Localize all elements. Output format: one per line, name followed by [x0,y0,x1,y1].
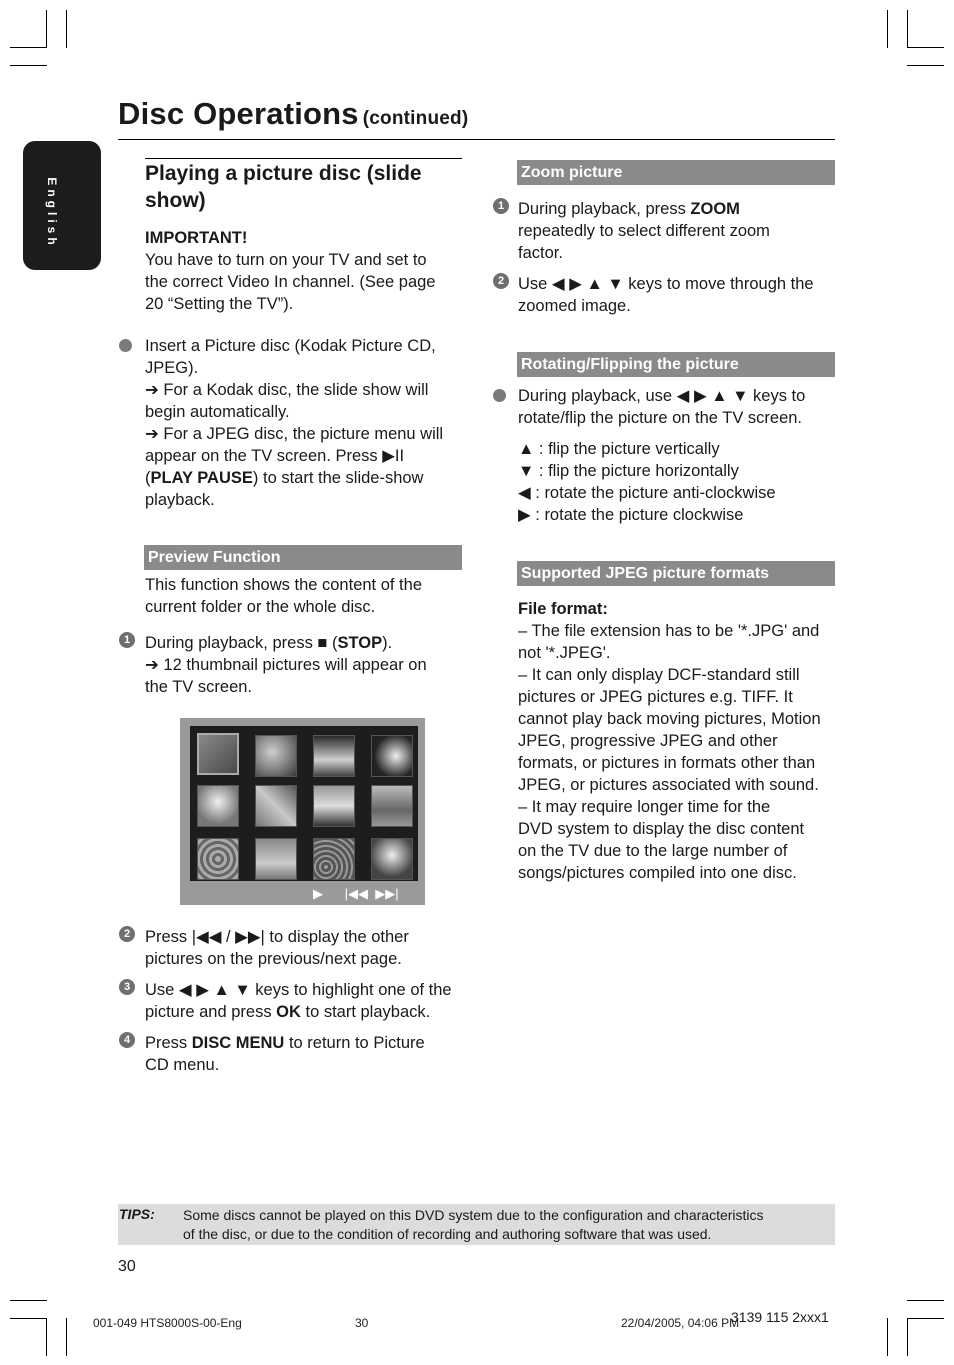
crop-mark [907,1300,944,1301]
title-rule [118,139,835,140]
thumbnail [255,838,297,880]
text-line [145,1001,465,1023]
preview-description [145,574,465,618]
text-fragment: Press [145,1034,192,1052]
text-line: cannot play back moving pictures, Motion [518,710,821,728]
heading-rule [145,158,462,159]
step-number: 2 [493,273,509,289]
crop-mark [907,65,944,66]
text-line: not '*.JPEG'. [518,644,611,662]
text-line: This function shows the content of the [145,576,422,594]
crop-mark [907,10,908,48]
title-continued: (continued) [362,108,469,129]
key-name: DISC MENU [191,1034,285,1052]
text-fragment: to return to Picture [284,1034,425,1052]
thumbnail [197,838,239,880]
text-line: ➔ For a Kodak disc, the slide show will [145,381,429,399]
step-number: 4 [119,1032,135,1048]
footer-file: 001-049 HTS8000S-00-Eng [93,1316,242,1330]
step-4 [145,1032,465,1076]
list-item: ▶ : rotate the picture clockwise [518,506,744,524]
heading-line: show) [145,189,206,212]
text-line: Use ◀ ▶ ▲ ▼ keys to move through the [518,275,814,293]
text-line: pictures or JPEG pictures e.g. TIFF. It [518,688,793,706]
step-number: 2 [119,926,135,942]
thumbnail [197,733,239,775]
step-number: 1 [493,198,509,214]
text-line: JPEG, or pictures associated with sound. [518,776,819,794]
text-line: 20 “Setting the TV”). [145,295,294,313]
thumbnail [255,785,297,827]
text-line: the correct Video In channel. (See page [145,273,436,291]
text-fragment: ) to start the slide-show [252,469,424,487]
title-text: Disc Operations [118,96,359,131]
important-label: IMPORTANT! [145,229,248,247]
text-line: You have to turn on your TV and set to [145,251,427,269]
section-bar-preview: Preview Function [144,545,462,570]
footer-date: 22/04/2005, 04:06 PM [621,1316,740,1330]
crop-mark [887,1318,888,1356]
crop-mark [46,1318,47,1356]
rotate-description [518,385,838,429]
insert-disc-block [145,335,465,511]
text-fragment: ( [145,469,151,487]
list-item: ▲ : flip the picture vertically [518,440,720,458]
language-tab-label: English [45,177,59,249]
list-item: ▼ : flip the picture horizontally [518,462,739,480]
text-line: playback. [145,491,215,509]
text-fragment: picture and press [145,1003,277,1021]
step-3 [145,979,465,1023]
text-line: JPEG). [145,359,199,377]
section-heading [145,160,455,214]
crop-mark [10,65,47,66]
crop-mark [907,1318,908,1356]
crop-mark [66,10,67,48]
text-fragment: During playback, press [518,200,691,218]
text-line: appear on the TV screen. Press ▶II [145,447,405,465]
section-bar-jpeg: Supported JPEG picture formats [517,561,835,586]
thumbnail [313,785,355,827]
zoom-step-1 [518,198,838,264]
text-line: Some discs cannot be played on this DVD system due to the configuration and characteristics [183,1207,764,1223]
footer-code: 3139 115 2xxx1 [731,1309,829,1325]
step-number: 3 [119,979,135,995]
tips-text [183,1206,823,1244]
thumbnail [197,785,239,827]
section-bar-rotate: Rotating/Flipping the picture [517,352,835,377]
thumbnail-nav-icons: ▶ |◀◀ ▶▶| [313,886,399,901]
text-line: of the disc, or due to the condition of recording and authoring software that was used. [183,1226,712,1242]
text-line: rotate/flip the picture on the TV screen. [518,409,803,427]
crop-mark [907,1318,944,1319]
key-name: ZOOM [690,200,740,218]
step-1 [145,632,465,698]
text-line: CD menu. [145,1056,220,1074]
step-2 [145,926,465,970]
page-number: 30 [118,1258,136,1275]
step-number: 1 [119,632,135,648]
text-line [518,198,838,220]
section-bar-zoom: Zoom picture [517,160,835,185]
text-line [145,632,465,654]
crop-mark [887,10,888,48]
text-fragment: ). [382,634,393,652]
text-line: Use ◀ ▶ ▲ ▼ keys to highlight one of the [145,981,452,999]
footer-page: 30 [355,1316,369,1330]
text-line: current folder or the whole disc. [145,598,376,616]
crop-mark [46,10,47,48]
text-line: Press |◀◀ / ▶▶| to display the other [145,928,409,946]
list-item: ◀ : rotate the picture anti-clockwise [518,484,776,502]
text-line: on the TV due to the large number of [518,842,788,860]
text-line [145,1032,465,1054]
text-line: During playback, use ◀ ▶ ▲ ▼ keys to [518,387,806,405]
language-tab [23,141,101,270]
thumbnail [371,838,413,880]
file-format-label: File format: [518,600,608,618]
thumbnail [313,838,355,880]
heading-line: Playing a picture disc (slide [145,162,422,185]
jpeg-formats [518,598,838,884]
text-line: – The file extension has to be '*.JPG' and [518,622,820,640]
text-line: zoomed image. [518,297,631,315]
important-block [145,227,465,315]
crop-mark [66,1318,67,1356]
text-line: JPEG, progressive JPEG and other [518,732,778,750]
text-line: ➔ For a JPEG disc, the picture menu will [145,425,444,443]
text-line [145,467,465,489]
text-line: the TV screen. [145,678,253,696]
zoom-step-2 [518,273,838,317]
text-line: factor. [518,244,563,262]
rotate-key-list [518,438,838,526]
text-line: begin automatically. [145,403,290,421]
page-title [118,96,468,132]
bullet [493,389,506,402]
bullet [119,339,132,352]
text-line: repeatedly to select different zoom [518,222,770,240]
text-fragment: During playback, press ■ ( [145,634,338,652]
thumbnail [371,785,413,827]
text-line: Insert a Picture disc (Kodak Picture CD, [145,337,436,355]
text-line: songs/pictures compiled into one disc. [518,864,797,882]
thumbnail [371,735,413,777]
key-name: STOP [337,634,383,652]
text-fragment: to start playback. [300,1003,431,1021]
text-line: ➔ 12 thumbnail pictures will appear on [145,656,427,674]
crop-mark [10,1300,47,1301]
crop-mark [907,47,944,48]
text-line: – It may require longer time for the [518,798,771,816]
crop-mark [10,1318,47,1319]
text-line: DVD system to display the disc content [518,820,805,838]
key-name: OK [276,1003,301,1021]
key-name: PLAY PAUSE [150,469,253,487]
thumbnail [313,735,355,777]
text-line: pictures on the previous/next page. [145,950,402,968]
text-line: – It can only display DCF-standard still [518,666,800,684]
tips-label: TIPS: [119,1206,155,1222]
text-line: formats, or pictures in formats other than [518,754,816,772]
thumbnail [255,735,297,777]
crop-mark [10,47,47,48]
